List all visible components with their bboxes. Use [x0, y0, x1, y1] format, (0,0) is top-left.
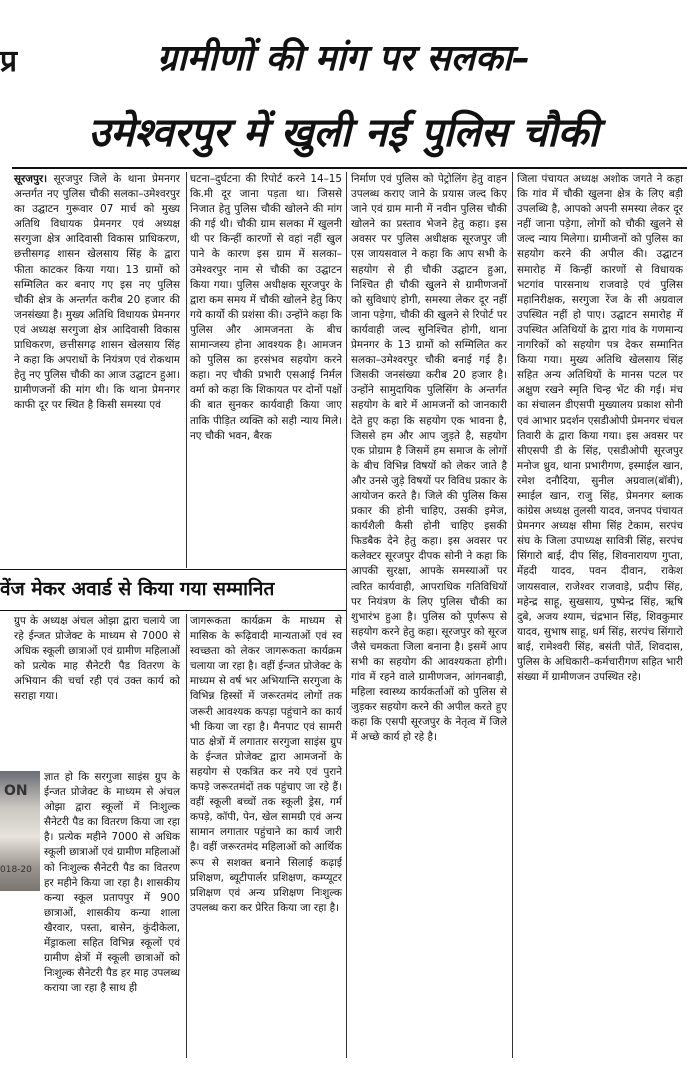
article-column-2: [190, 172, 342, 568]
second-story-column-a-bottom: [44, 770, 180, 1060]
column-3-text: निर्माण एवं पुलिस को पेट्रोलिंग हेतु वाहन उपलब्ध कराए जाने के प्रयास जल्द किए जाने एवं ग्राम मानी में नवीन पुलिस चौकी खोलने का प्रस्ताव भेजने हेतु कहा। इस अवसर पर पुलिस अधीक्षक सूरजपुर जी एस जायसवाल ने कहा कि आप सभी के सहयोग से ही चौकी उद्घाटन हुआ, निश्चित ही चौकी खुलने से ग्रामीणजनों को सुविधाएं होगी, समस्या लेकर दूर नहीं जाना पड़ेगा, चौकी की खुलने से रिपोर्ट पर कार्यवाही जल्द सुनिश्चित होगी, थाना प्रेमनगर के 13 ग्रामों को सम्मिलित कर सलका–उमेश्वरपुर चौकी बनाई गई है। जिसकी जनसंख्या करीब 20 हजार है। उन्होंने सामुदायिक पुलिसिंग के अन्तर्गत सहयोग के बारे में आमजनों को जानकारी देते हुए कहा कि सहयोग एक भावना है, जिससे हम और आप जुड़ते है, सहयोग एक प्रोग्राम है जिसमें हम समाज के लोगों के बीच विभिन्न विषयों को लेकर जाते है और उनसे जुड़े विषयों पर विविध प्रकार के आयोजन करते है। जिले की पुलिस किस प्रकार की होनी चाहिए, उसकी इमेज, कार्यशैली कैसी होनी चाहिए इसकी फिडबैक देने हेतु कहा। इस अवसर पर कलेक्टर सूरजपुर दीपक सोनी ने कहा कि आपकी सुरक्षा, आपके समस्याओं पर त्वरित कार्यवाही, आपराधिक गतिविधियों पर नियंत्रण के लिए पुलिस चौकी का शुभारंभ हुआ है। पुलिस को पूर्णरूप से सहयोग करने हेतु कहा। सूरजपुर को सूरज जैसे चमकता जिला बनाना है। इसमें आप सभी का सहयोग की आवश्यकता होगी। गांव में रहने वाले ग्रामीणजन, आंगनबाड़ी, महिला स्वास्थ्य कार्यकर्ताओं को पुलिस से जुड़कर सहयोग करने की अपील करते हुए कहा कि एसपी सूरजपुर के नेतृत्व में जिले में अच्छे कार्य हो रहे है।: [351, 173, 507, 744]
headline-line-2: उमेश्वरपुर में खुली नई पुलिस चौकी: [88, 110, 599, 156]
second-story-bottom-rule: [0, 610, 346, 611]
column-b-text: जागरूकता कार्यक्रम के माध्यम से मासिक के रूढ़िवादी मान्यताओं एवं स्व स्वच्छता को लेकर जागरूकता कार्यक्रम चलाया जा रहा है। वहीं ईन्जत प्रोजेक्ट के माध्यम से वर्ष भर अभियान्ति सरगुजा के विभिन्न हिस्सों में जरूरतमंद लोगों तक जरूरी आवश्यक कपड़ा पहुंचाने का कार्य भी किया जा रहा है। मैनपाट एवं सामरी पाठ क्षेत्रों में लगातार सरगुजा साइंस ग्रुप के ईन्जत प्रोजेक्ट द्वारा आमजनों के सहयोग से एकत्रित कर नये एवं पुराने कपड़े जरूरतमंदों तक पहुंचाए जा रहे हैं। वहीं स्कूली बच्चों तक स्कूली ड्रेस, गर्म कपड़े, कॉपी, पेन, खेल सामग्री एवं अन्य सामान लगातार पहुंचाने का कार्य जारी है। वहीं जरूरतमंद महिलाओं को आर्थिक रूप से सशक्त बनाने सिलाई कढ़ाई प्रशिक्षण, ब्यूटीपार्लर प्रशिक्षण, कम्प्यूटर प्रशिक्षण एवं अन्य प्रशिक्षण निःशुल्क उपलब्ध करा कर प्रेरित किया जा रहा है।: [190, 615, 342, 914]
article-column-4: [517, 172, 683, 1060]
headline-underline: [12, 167, 687, 169]
column-divider: [186, 172, 187, 568]
second-story-top-rule: [0, 569, 346, 570]
second-story-column-a-top: [14, 614, 180, 766]
column-divider: [346, 172, 347, 1058]
column-a-bottom-text: ज्ञात हो कि सरगुजा साइंस ग्रुप के ईन्जत प्रोजेक्ट के माध्यम से अंचल ओझा द्वारा स्कूलों में निःशुल्क सैनेटरी पैड का वितरण किया जा रहा है। प्रत्येक महीने 7000 से अधिक स्कूली छात्राओं एवं ग्रामीण महिलाओं को निःशुल्क सैनेटरी पैड का वितरण हर महीने किया जा रहा है। शासकीय कन्या स्कूल प्रतापपुर में 900 छात्राओं, शासकीय कन्या शाला खैरवार, पस्ता, बासेन, कुंदीकेला, मेंड्राकला सहित विभिन्न स्कूलों एवं ग्रामीण क्षेत्रों में स्कूली छात्राओं को निःशुल्क सैनेटरी पैड हर माह उपलब्ध कराया जा रहा है साथ ही: [44, 771, 180, 995]
second-story-column-b: [190, 614, 342, 1060]
second-story-headline: वेंज मेकर अवार्ड से किया गया सम्मानित: [0, 578, 275, 600]
column-2-text: घटना–दुर्घटना की रिपोर्ट करने 14–15 कि.मी दूर जाना पड़ता था। जिससे निजात हेतु पुलिस चौकी खोलने की मांग की गई थी। चौकी ग्राम सलका में खुलनी थी पर किन्हीं कारणों से वहां नहीं खुल पाने के कारण इस ग्राम में सलका–उमेश्वरपुर नाम से चौकी का उद्घाटन किया गया। पुलिस अधीक्षक सूरजपुर के द्वारा कम समय में चौकी खोलने हेतु किए गये कार्यो की प्रशंसा की। उन्होंने कहा कि पुलिस और आमजनता के बीच सामान्जस्य होना आवश्यक है। आमजन को पुलिस का हरसंभव सहयोग करने कहा। नए चौकी प्रभारी एसआई निर्मल वर्मा को कहा कि शिकायत पर दोनों पक्षों की बात सुनकर कार्यवाही किया जाए ताकि पीड़ित व्यक्ति को सही न्याय मिले। नए चौकी भवन, बैरक: [190, 173, 342, 442]
award-photo: [0, 771, 40, 891]
article-column-3: [351, 172, 507, 1060]
column-divider: [186, 614, 187, 1058]
column-divider: [512, 172, 513, 1058]
article-column-1: [14, 172, 180, 568]
column-a-top-text: ग्रुप के अध्यक्ष अंचल ओझा द्वारा चलाये जा रहे ईन्जत प्रोजेक्ट के माध्यम से 7000 से अधिक स्कूली छात्राओं एवं ग्रामीण महिलाओं को प्रत्येक माह सैनेटरी पैड वितरण के अभियान की चर्चा रही एवं उक्त कार्य को सराहा गया।: [14, 615, 180, 703]
left-edge-clipped-text: प्र: [0, 44, 18, 79]
dateline: सूरजपुर।: [14, 173, 48, 185]
photo-caption-top: ON: [4, 783, 28, 799]
photo-caption-bottom: 018-20: [0, 865, 32, 875]
column-1-text: सूरजपुर जिले के थाना प्रेमनगर अन्तर्गत नए पुलिस चौकी सलका–उमेश्वरपुर का उद्घाटन गुरूवार 07 मार्च को मुख्य अतिथि विधायक प्रेमनगर एवं अध्यक्ष सरगुजा क्षेत्र आदिवासी विकास प्राधिकरण, छत्तीसगढ़ शासन खेलसाय सिंह के द्वारा फीता काटकर किया गया। 13 ग्रामों को सम्मिलित कर बनाए गए इस नए पुलिस चौकी क्षेत्र के अन्तर्गत करीब 20 हजार की जनसंख्या है। मुख्य अतिथि विधायक प्रेमनगर एवं अध्यक्ष सरगुजा क्षेत्र आदिवासी विकास प्राधिकरण, छत्तीसगढ़ शासन खेलसाय सिंह ने कहा कि अपराधों के नियंत्रण एवं रोकथाम हेतु नए पुलिस चौकी का आज उद्घाटन हुआ। ग्रामीणजनों की मांग थी। कि थाना प्रेमनगर काफी दूर पर स्थित है किसी समस्या एवं: [14, 173, 180, 412]
column-4-text: जिला पंचायत अध्यक्ष अशोक जगते ने कहा कि गांव में चौकी खुलना क्षेत्र के लिए बड़ी उपलब्धि है, आपको अपनी समस्या लेकर दूर नहीं जाना पड़ेगा, लोगों को चौकी खुलने से जल्द न्याय मिलेगा। ग्रामीजनों को पुलिस का सहयोग करने की अपील की। उद्घाटन समारोह में किन्हीं कारणों से विधायक भटगांव पारसनाथ राजवाड़े एवं पुलिस महानिरीक्षक, सरगुजा रेंज के सी अग्रवाल उपस्थित नहीं हो पाए। उद्घाटन समारोह में उपस्थित अतिथियों के द्वारा गांव के गणमान्य नागरिकों को सहयोग पत्र देकर सम्मानित किया गया। मुख्य अतिथि खेलसाय सिंह सहित अन्य अतिथियों के मानस पटल पर अक्षुण रखने स्मृति चिन्ह भेंट की गई। मंच का संचालन डीएसपी मुख्यालय प्रकाश सोनी एवं आभार प्रदर्शन एसडीओपी प्रेमनगर चंचल तिवारी के द्वारा किया गया। इस अवसर पर सीएसपी डी के सिंह, एसडीओपी सूरजपुर मनोज ध्रुव, थाना प्रभारीगण, इस्माईल खान, रमेश दनौदिया, सुनील अग्रवाल(बॉबी), स्माईल खान, राजु सिंह, प्रेमनगर ब्लाक कांग्रेस अध्यक्ष तुलसी यादव, जनपद पंचायत प्रेमनगर अध्यक्ष सीमा सिंह टेकाम, सरपंच संघ के जिला उपाध्यक्ष सावित्री सिंह, सरपंच सिंगारो बाई, दीप सिंह, शिवनारायण गुप्ता, मेंहदी यादव, पवन दीवान, राकेश जायसवाल, राजेश्वर राजवाड़े, प्रदीप सिंह, महेन्द्र साहू, सुखसाय, पुष्पेन्द्र सिंह, ऋषि दुबे, अजय श्याम, चंद्रभान सिंह, शिवकुमार यादव, सुभाष साहू, धर्म सिंह, सरपंच सिंगारो बाई, रामेश्वरी सिंह, बसंती पोर्ते, शिवदास, पुलिस के अधिकारी–कर्मचारीगण सहित भारी संख्या में ग्रामीणजन उपस्थित रहे।: [517, 173, 683, 684]
headline-line-1: ग्रामीणों की मांग पर सलका–: [157, 38, 530, 79]
